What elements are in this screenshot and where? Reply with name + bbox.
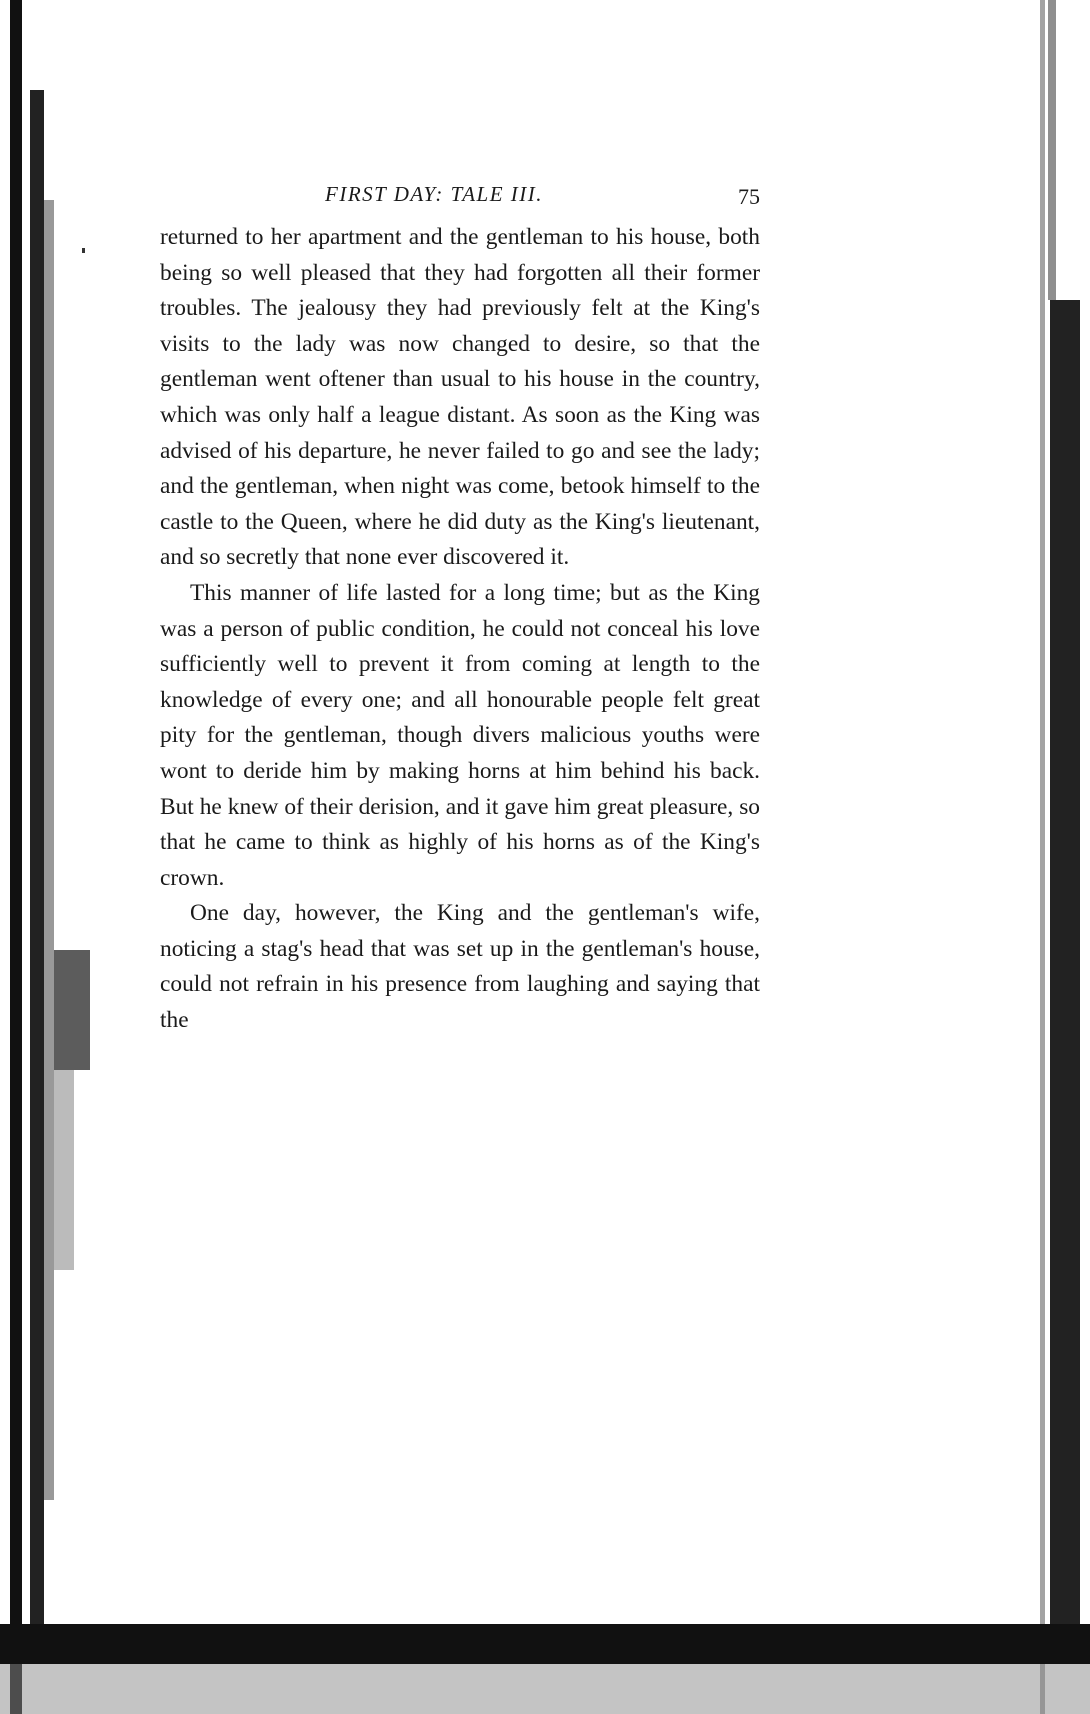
right-page-edge xyxy=(1030,0,1090,1714)
paragraph-2: This manner of life lasted for a long time; but as the King was a person of public condition, he could not conceal his love sufficiently well to prevent it from coming at length to the knowledge of every one; and all honourable people felt great pity for the gentleman, though divers malicious youths were wont to deride him by making horns at him behind his back. But he knew of their derision, and it gave him great pleasure, so that he came to think as highly of his horns as of the King's crown. xyxy=(160,579,760,891)
running-head xyxy=(160,180,760,220)
margin-mark xyxy=(82,248,85,253)
binding-shadow xyxy=(0,0,90,1714)
paragraph-3: One day, however, the King and the gentleman's wife, noticing a stag's head that was set up in the gentleman's house, could not refrain in his presence from laughing and saying that the xyxy=(160,900,760,1034)
paragraph-1: returned to her apartment and the gentleman to his house, both being so well pleased that they had forgotten all their former troubles. The jealousy they had previously felt at the King's visits to the lady was now changed to desire, so that the gentleman went oftener than usual to his house in the country, which was only half a league distant. As soon as the King was advised of his departure, he never failed to go and see the lady; and the gentleman, when night was come, betook himself to the castle to the Queen, where he did duty as the King's lieutenant, and so secretly that none ever discovered it. xyxy=(160,224,760,571)
page-number: 75 xyxy=(738,184,760,209)
bottom-page-edge xyxy=(0,1624,1090,1714)
running-title: FIRST DAY: TALE III. xyxy=(325,182,544,206)
book-page xyxy=(160,180,760,1039)
